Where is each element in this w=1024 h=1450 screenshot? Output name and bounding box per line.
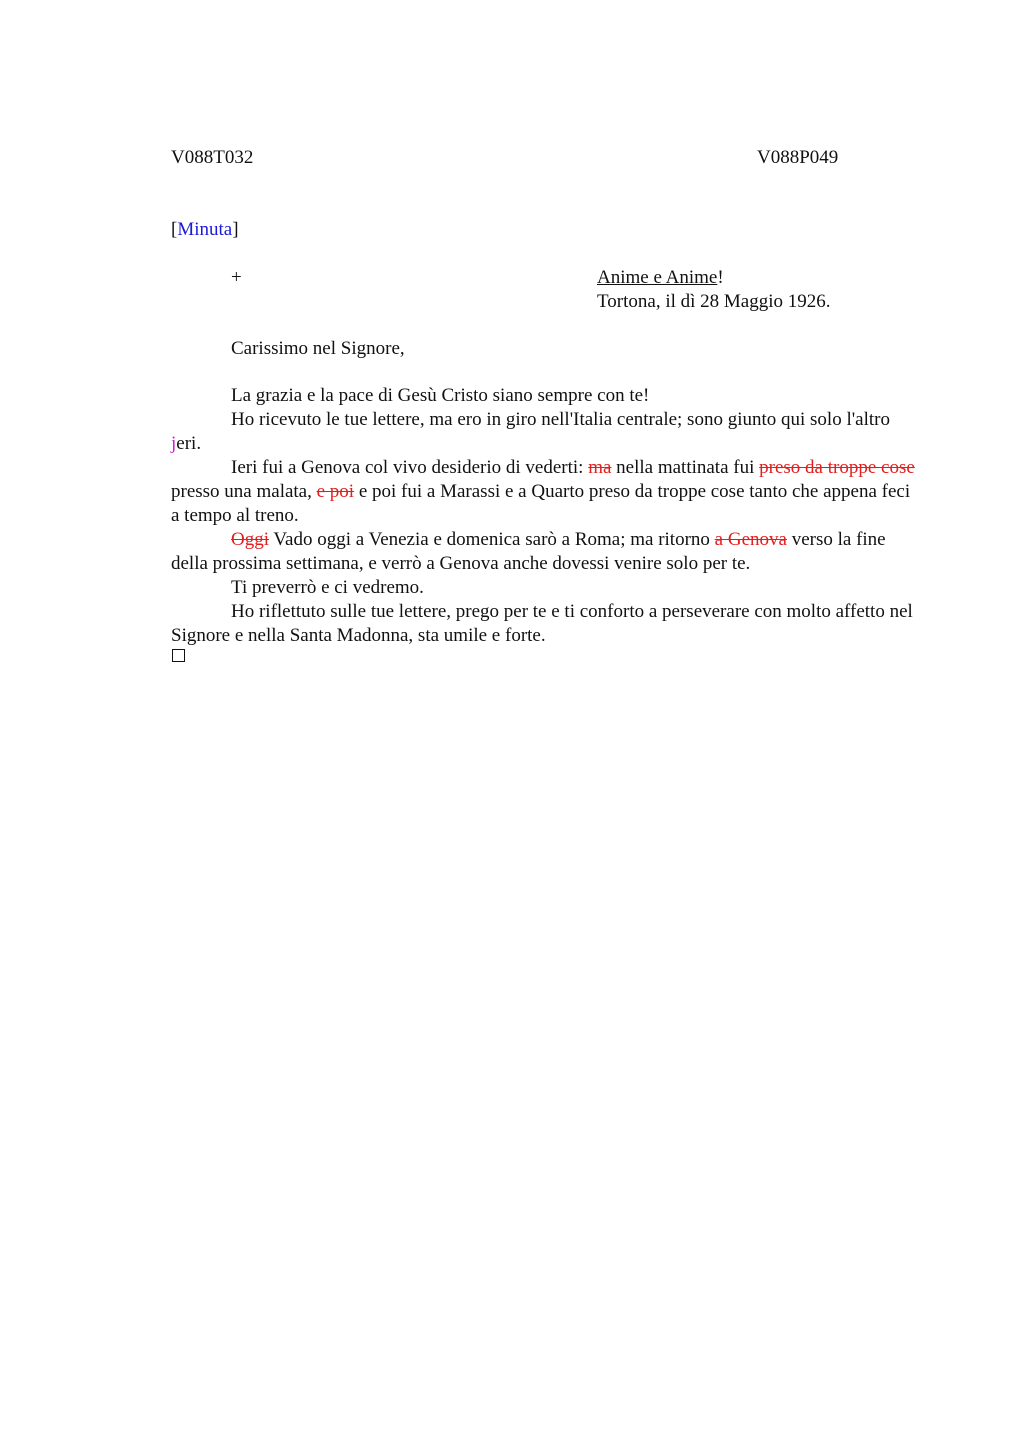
- p3-text-b: nella mattinata fui: [611, 457, 760, 478]
- p3-deletion-3: e poi: [316, 481, 355, 502]
- p4-deletion-2: a Genova: [714, 529, 787, 550]
- paragraph-5: Ti preverrò e ci vedremo.: [231, 577, 424, 598]
- p3-deletion-1: ma: [588, 457, 612, 478]
- paragraph-4: [171, 528, 916, 576]
- p2-text-b: eri.: [176, 433, 202, 454]
- p4-deletion-1: Oggi: [231, 529, 269, 550]
- p2-text-a: Ho ricevuto le tue lettere, ma ero in giro nell'Italia centrale; sono giunto qui solo l'altro: [231, 409, 890, 430]
- bracket-close: ]: [232, 219, 239, 240]
- motto-text: Anime e Anime: [597, 267, 718, 288]
- motto-punct: !: [717, 267, 724, 288]
- letter-heading: [597, 266, 831, 314]
- letter-body: [171, 384, 916, 648]
- minuta-text: Minuta: [177, 219, 233, 240]
- paragraph-6: Ho riflettuto sulle tue lettere, prego per te e ti conforto a perseverare con molto affetto nel Signore e nella Santa Madonna, sta umile e forte.: [171, 601, 913, 646]
- salutation: Carissimo nel Signore,: [231, 338, 405, 359]
- minuta-label: [171, 218, 239, 242]
- paragraph-1: La grazia e la pace di Gesù Cristo siano sempre con te!: [231, 385, 650, 406]
- p3-text-a: Ieri fui a Genova col vivo desiderio di vederti:: [231, 457, 589, 478]
- p2-correction: j: [171, 433, 177, 454]
- p4-text-b: verso la fine della prossima settimana, e verrò a Genova anche dovessi venire solo per te.: [171, 529, 886, 574]
- paragraph-2: [171, 408, 916, 456]
- paragraph-3: [171, 456, 916, 528]
- motto: [597, 266, 831, 290]
- p3-text-c: presso una malata,: [171, 481, 317, 502]
- p4-text-a: Vado oggi a Venezia e domenica sarò a Roma; ma ritorno: [269, 529, 715, 550]
- place-date: Tortona, il dì 28 Maggio 1926.: [597, 291, 831, 312]
- end-box-icon: [172, 649, 185, 662]
- document-code-right: V088P049: [757, 147, 839, 168]
- bracket-open: [: [171, 219, 178, 240]
- p3-text-d: e poi fui a Marassi e a Quarto preso da troppe cose tanto che appena feci a tempo al treno.: [171, 481, 911, 526]
- document-code-left: V088T032: [171, 147, 254, 168]
- cross-mark: +: [231, 267, 242, 288]
- p3-deletion-2: preso da troppe cose: [759, 457, 915, 478]
